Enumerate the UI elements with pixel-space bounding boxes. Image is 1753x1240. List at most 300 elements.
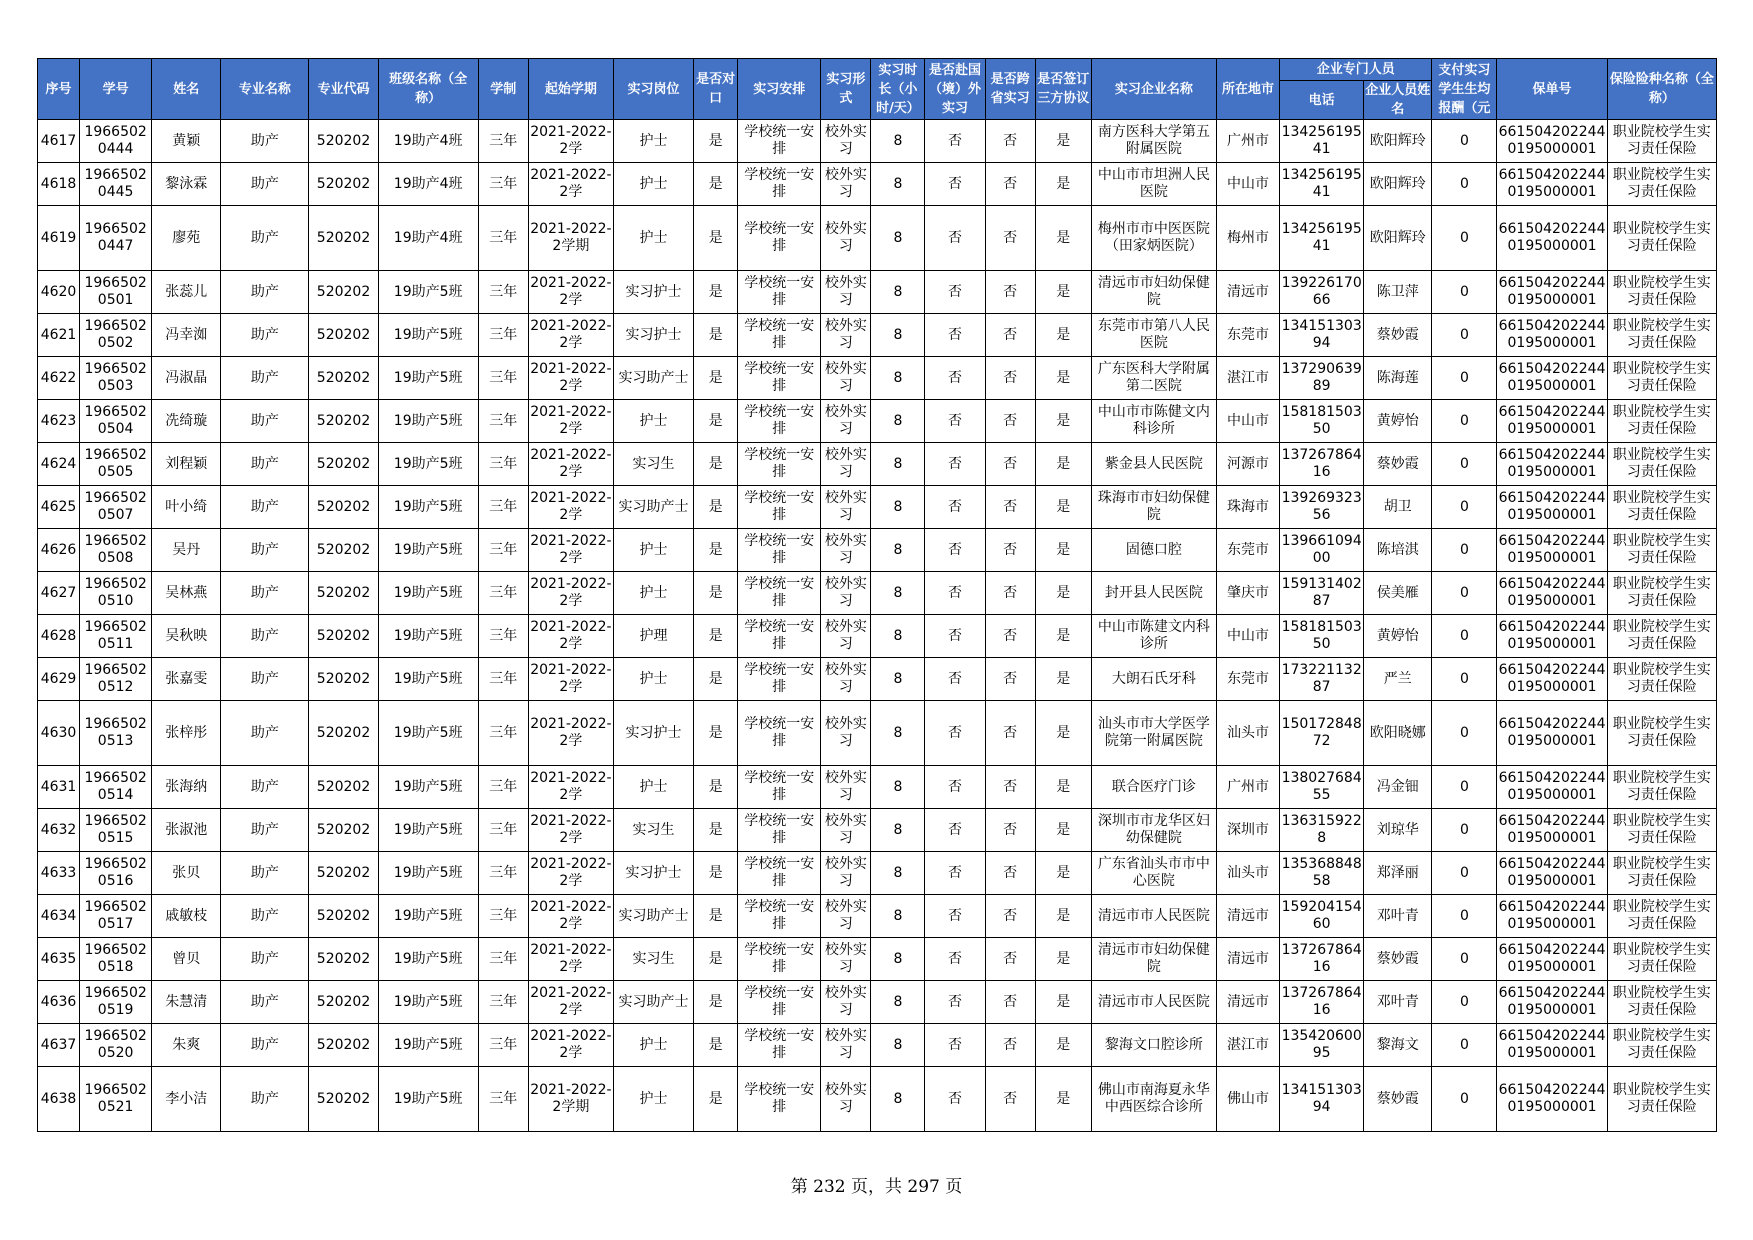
cell-arrangement: 学校统一安排	[738, 615, 821, 658]
cell-name: 吴丹	[152, 529, 221, 572]
cell-form: 校外实习	[821, 314, 871, 357]
cell-class-name: 19助产5班	[378, 895, 478, 938]
cell-duration: 三年	[478, 314, 528, 357]
cell-matched: 是	[694, 271, 738, 314]
cell-pay: 0	[1432, 400, 1497, 443]
cell-major-code: 520202	[309, 357, 378, 400]
cell-insurance: 职业院校学生实习责任保险	[1607, 1067, 1716, 1132]
header-major: 专业名称	[221, 59, 309, 120]
cell-insurance: 职业院校学生实习责任保险	[1607, 981, 1716, 1024]
cell-arrangement: 学校统一安排	[738, 852, 821, 895]
cell-form: 校外实习	[821, 981, 871, 1024]
cell-start-term: 2021-2022-2学	[528, 443, 613, 486]
cell-duration: 三年	[478, 852, 528, 895]
cell-position: 实习护士	[613, 271, 693, 314]
cell-start-term: 2021-2022-2学	[528, 271, 613, 314]
cell-city: 肇庆市	[1216, 572, 1279, 615]
cell-start-term: 2021-2022-2学	[528, 615, 613, 658]
cell-tripartite: 是	[1035, 206, 1091, 271]
cell-hours: 8	[871, 766, 925, 809]
header-phone: 电话	[1280, 81, 1364, 120]
cell-student-id: 19665020445	[80, 163, 152, 206]
cell-arrangement: 学校统一安排	[738, 701, 821, 766]
cell-hours: 8	[871, 206, 925, 271]
cell-cross-province: 否	[985, 615, 1035, 658]
cell-student-id: 19665020515	[80, 809, 152, 852]
cell-pay: 0	[1432, 938, 1497, 981]
cell-major-code: 520202	[309, 981, 378, 1024]
cell-student-id: 19665020501	[80, 271, 152, 314]
cell-position: 实习助产士	[613, 981, 693, 1024]
cell-duration: 三年	[478, 400, 528, 443]
cell-insurance: 职业院校学生实习责任保险	[1607, 895, 1716, 938]
cell-tripartite: 是	[1035, 852, 1091, 895]
cell-arrangement: 学校统一安排	[738, 529, 821, 572]
cell-hours: 8	[871, 357, 925, 400]
cell-class-name: 19助产4班	[378, 206, 478, 271]
cell-start-term: 2021-2022-2学	[528, 400, 613, 443]
cell-arrangement: 学校统一安排	[738, 658, 821, 701]
cell-major: 助产	[221, 1067, 309, 1132]
cell-insurance: 职业院校学生实习责任保险	[1607, 766, 1716, 809]
cell-insurance: 职业院校学生实习责任保险	[1607, 206, 1716, 271]
cell-city: 清远市	[1216, 981, 1279, 1024]
cell-position: 护士	[613, 163, 693, 206]
cell-matched: 是	[694, 443, 738, 486]
cell-company: 清远市市人民医院	[1091, 895, 1216, 938]
cell-class-name: 19助产4班	[378, 163, 478, 206]
header-seq: 序号	[38, 59, 80, 120]
cell-cross-province: 否	[985, 1067, 1035, 1132]
cell-duration: 三年	[478, 357, 528, 400]
cell-city: 深圳市	[1216, 809, 1279, 852]
cell-cross-province: 否	[985, 163, 1035, 206]
cell-policy-no: 6615042022440195000001	[1497, 357, 1607, 400]
cell-tripartite: 是	[1035, 1067, 1091, 1132]
cell-company: 中山市市坦洲人民医院	[1091, 163, 1216, 206]
cell-contact-name: 蔡妙霞	[1364, 1067, 1432, 1132]
cell-student-id: 19665020519	[80, 981, 152, 1024]
cell-name: 曾贝	[152, 938, 221, 981]
cell-phone: 13726786416	[1280, 981, 1364, 1024]
cell-insurance: 职业院校学生实习责任保险	[1607, 658, 1716, 701]
cell-arrangement: 学校统一安排	[738, 206, 821, 271]
cell-insurance: 职业院校学生实习责任保险	[1607, 809, 1716, 852]
cell-arrangement: 学校统一安排	[738, 163, 821, 206]
cell-name: 冯幸洳	[152, 314, 221, 357]
cell-matched: 是	[694, 400, 738, 443]
cell-name: 刘程颖	[152, 443, 221, 486]
cell-position: 实习助产士	[613, 357, 693, 400]
cell-abroad: 否	[925, 809, 985, 852]
cell-class-name: 19助产5班	[378, 271, 478, 314]
cell-seq: 4620	[38, 271, 80, 314]
cell-position: 实习助产士	[613, 895, 693, 938]
cell-abroad: 否	[925, 206, 985, 271]
cell-policy-no: 6615042022440195000001	[1497, 572, 1607, 615]
cell-city: 汕头市	[1216, 852, 1279, 895]
cell-start-term: 2021-2022-2学	[528, 981, 613, 1024]
cell-policy-no: 6615042022440195000001	[1497, 400, 1607, 443]
cell-pay: 0	[1432, 314, 1497, 357]
table-row	[38, 615, 1717, 658]
cell-insurance: 职业院校学生实习责任保险	[1607, 314, 1716, 357]
cell-form: 校外实习	[821, 895, 871, 938]
cell-cross-province: 否	[985, 852, 1035, 895]
cell-student-id: 19665020444	[80, 120, 152, 163]
cell-contact-name: 欧阳晓娜	[1364, 701, 1432, 766]
header-contact-name: 企业人员姓名	[1364, 81, 1432, 120]
cell-city: 东莞市	[1216, 314, 1279, 357]
cell-insurance: 职业院校学生实习责任保险	[1607, 572, 1716, 615]
cell-abroad: 否	[925, 938, 985, 981]
header-duration: 学制	[478, 59, 528, 120]
table-row	[38, 163, 1717, 206]
cell-seq: 4619	[38, 206, 80, 271]
cell-pay: 0	[1432, 271, 1497, 314]
cell-class-name: 19助产5班	[378, 809, 478, 852]
cell-position: 实习护士	[613, 314, 693, 357]
cell-arrangement: 学校统一安排	[738, 1067, 821, 1132]
cell-hours: 8	[871, 271, 925, 314]
cell-pay: 0	[1432, 572, 1497, 615]
cell-position: 护士	[613, 400, 693, 443]
cell-policy-no: 6615042022440195000001	[1497, 895, 1607, 938]
header-arrangement: 实习安排	[738, 59, 821, 120]
cell-arrangement: 学校统一安排	[738, 314, 821, 357]
cell-seq: 4630	[38, 701, 80, 766]
cell-seq: 4632	[38, 809, 80, 852]
cell-arrangement: 学校统一安排	[738, 120, 821, 163]
cell-insurance: 职业院校学生实习责任保险	[1607, 615, 1716, 658]
cell-position: 实习护士	[613, 701, 693, 766]
cell-hours: 8	[871, 529, 925, 572]
cell-form: 校外实习	[821, 206, 871, 271]
cell-name: 朱爽	[152, 1024, 221, 1067]
cell-phone: 15818150350	[1280, 615, 1364, 658]
cell-policy-no: 6615042022440195000001	[1497, 1067, 1607, 1132]
cell-form: 校外实习	[821, 271, 871, 314]
cell-class-name: 19助产5班	[378, 443, 478, 486]
cell-policy-no: 6615042022440195000001	[1497, 1024, 1607, 1067]
cell-insurance: 职业院校学生实习责任保险	[1607, 400, 1716, 443]
cell-position: 实习生	[613, 938, 693, 981]
cell-policy-no: 6615042022440195000001	[1497, 443, 1607, 486]
cell-matched: 是	[694, 938, 738, 981]
cell-hours: 8	[871, 809, 925, 852]
cell-duration: 三年	[478, 443, 528, 486]
cell-arrangement: 学校统一安排	[738, 938, 821, 981]
cell-start-term: 2021-2022-2学	[528, 658, 613, 701]
cell-matched: 是	[694, 572, 738, 615]
cell-cross-province: 否	[985, 206, 1035, 271]
cell-major: 助产	[221, 981, 309, 1024]
table-row	[38, 529, 1717, 572]
cell-arrangement: 学校统一安排	[738, 486, 821, 529]
cell-major: 助产	[221, 529, 309, 572]
cell-city: 佛山市	[1216, 1067, 1279, 1132]
cell-name: 吴秋映	[152, 615, 221, 658]
cell-major: 助产	[221, 895, 309, 938]
cell-hours: 8	[871, 615, 925, 658]
cell-contact-name: 郑泽丽	[1364, 852, 1432, 895]
cell-major: 助产	[221, 486, 309, 529]
cell-class-name: 19助产5班	[378, 852, 478, 895]
cell-name: 叶小绮	[152, 486, 221, 529]
cell-name: 冼绮璇	[152, 400, 221, 443]
cell-form: 校外实习	[821, 357, 871, 400]
cell-class-name: 19助产5班	[378, 766, 478, 809]
cell-seq: 4625	[38, 486, 80, 529]
cell-city: 东莞市	[1216, 658, 1279, 701]
cell-insurance: 职业院校学生实习责任保险	[1607, 271, 1716, 314]
cell-name: 黄颖	[152, 120, 221, 163]
cell-hours: 8	[871, 895, 925, 938]
cell-insurance: 职业院校学生实习责任保险	[1607, 1024, 1716, 1067]
cell-class-name: 19助产5班	[378, 486, 478, 529]
cell-phone: 17322113287	[1280, 658, 1364, 701]
header-hours: 实习时长（小时/天）	[871, 59, 925, 120]
cell-abroad: 否	[925, 1024, 985, 1067]
cell-insurance: 职业院校学生实习责任保险	[1607, 486, 1716, 529]
cell-phone: 13415130394	[1280, 314, 1364, 357]
cell-duration: 三年	[478, 1024, 528, 1067]
cell-major-code: 520202	[309, 120, 378, 163]
cell-tripartite: 是	[1035, 615, 1091, 658]
cell-major: 助产	[221, 120, 309, 163]
cell-student-id: 19665020447	[80, 206, 152, 271]
cell-student-id: 19665020513	[80, 701, 152, 766]
cell-pay: 0	[1432, 658, 1497, 701]
cell-class-name: 19助产5班	[378, 357, 478, 400]
cell-tripartite: 是	[1035, 766, 1091, 809]
cell-class-name: 19助产5班	[378, 400, 478, 443]
cell-start-term: 2021-2022-2学	[528, 766, 613, 809]
cell-seq: 4631	[38, 766, 80, 809]
page-footer: 第 232 页，共 297 页	[790, 1177, 963, 1197]
cell-contact-name: 陈海莲	[1364, 357, 1432, 400]
cell-abroad: 否	[925, 766, 985, 809]
cell-insurance: 职业院校学生实习责任保险	[1607, 938, 1716, 981]
cell-position: 护理	[613, 615, 693, 658]
cell-cross-province: 否	[985, 981, 1035, 1024]
cell-student-id: 19665020507	[80, 486, 152, 529]
cell-abroad: 否	[925, 120, 985, 163]
cell-arrangement: 学校统一安排	[738, 271, 821, 314]
cell-policy-no: 6615042022440195000001	[1497, 529, 1607, 572]
cell-tripartite: 是	[1035, 443, 1091, 486]
cell-contact-name: 胡卫	[1364, 486, 1432, 529]
cell-matched: 是	[694, 120, 738, 163]
cell-contact-name: 蔡妙霞	[1364, 443, 1432, 486]
cell-phone: 15913140287	[1280, 572, 1364, 615]
header-company: 实习企业名称	[1091, 59, 1216, 120]
cell-name: 张淑池	[152, 809, 221, 852]
cell-matched: 是	[694, 658, 738, 701]
cell-cross-province: 否	[985, 443, 1035, 486]
cell-name: 廖苑	[152, 206, 221, 271]
cell-matched: 是	[694, 895, 738, 938]
table-row	[38, 981, 1717, 1024]
internship-table	[37, 58, 1717, 1132]
cell-hours: 8	[871, 163, 925, 206]
cell-company: 紫金县人民医院	[1091, 443, 1216, 486]
table-row	[38, 701, 1717, 766]
cell-matched: 是	[694, 615, 738, 658]
cell-position: 护士	[613, 120, 693, 163]
cell-insurance: 职业院校学生实习责任保险	[1607, 120, 1716, 163]
cell-cross-province: 否	[985, 271, 1035, 314]
cell-start-term: 2021-2022-2学期	[528, 1067, 613, 1132]
cell-pay: 0	[1432, 357, 1497, 400]
cell-major: 助产	[221, 163, 309, 206]
cell-start-term: 2021-2022-2学	[528, 163, 613, 206]
cell-major-code: 520202	[309, 486, 378, 529]
cell-arrangement: 学校统一安排	[738, 1024, 821, 1067]
header-policy-no: 保单号	[1497, 59, 1607, 120]
cell-company: 深圳市市龙华区妇幼保健院	[1091, 809, 1216, 852]
cell-pay: 0	[1432, 895, 1497, 938]
cell-major-code: 520202	[309, 443, 378, 486]
cell-form: 校外实习	[821, 443, 871, 486]
cell-position: 实习生	[613, 809, 693, 852]
cell-city: 清远市	[1216, 938, 1279, 981]
cell-phone: 1363159228	[1280, 809, 1364, 852]
cell-form: 校外实习	[821, 658, 871, 701]
cell-contact-name: 黎海文	[1364, 1024, 1432, 1067]
cell-student-id: 19665020508	[80, 529, 152, 572]
cell-policy-no: 6615042022440195000001	[1497, 766, 1607, 809]
cell-position: 护士	[613, 1024, 693, 1067]
cell-name: 吴林燕	[152, 572, 221, 615]
cell-arrangement: 学校统一安排	[738, 357, 821, 400]
cell-policy-no: 6615042022440195000001	[1497, 314, 1607, 357]
cell-city: 中山市	[1216, 163, 1279, 206]
cell-pay: 0	[1432, 529, 1497, 572]
cell-abroad: 否	[925, 357, 985, 400]
cell-company: 封开县人民医院	[1091, 572, 1216, 615]
cell-arrangement: 学校统一安排	[738, 400, 821, 443]
cell-phone: 13922617066	[1280, 271, 1364, 314]
cell-phone: 13802768455	[1280, 766, 1364, 809]
cell-cross-province: 否	[985, 120, 1035, 163]
cell-abroad: 否	[925, 486, 985, 529]
cell-hours: 8	[871, 701, 925, 766]
cell-duration: 三年	[478, 938, 528, 981]
cell-seq: 4621	[38, 314, 80, 357]
cell-form: 校外实习	[821, 120, 871, 163]
cell-contact-name: 欧阳辉玲	[1364, 206, 1432, 271]
cell-contact-name: 黄婷怡	[1364, 615, 1432, 658]
header-start-term: 起始学期	[528, 59, 613, 120]
cell-abroad: 否	[925, 701, 985, 766]
cell-cross-province: 否	[985, 895, 1035, 938]
cell-duration: 三年	[478, 766, 528, 809]
cell-contact-name: 欧阳辉玲	[1364, 163, 1432, 206]
cell-company: 汕头市市大学医学院第一附属医院	[1091, 701, 1216, 766]
cell-abroad: 否	[925, 981, 985, 1024]
cell-major-code: 520202	[309, 1024, 378, 1067]
cell-matched: 是	[694, 1024, 738, 1067]
cell-seq: 4626	[38, 529, 80, 572]
cell-phone: 15017284872	[1280, 701, 1364, 766]
cell-company: 清远市市人民医院	[1091, 981, 1216, 1024]
cell-form: 校外实习	[821, 1067, 871, 1132]
cell-abroad: 否	[925, 615, 985, 658]
cell-start-term: 2021-2022-2学	[528, 1024, 613, 1067]
cell-tripartite: 是	[1035, 400, 1091, 443]
cell-student-id: 19665020521	[80, 1067, 152, 1132]
header-insurance: 保险险种名称（全称）	[1607, 59, 1716, 120]
cell-position: 护士	[613, 1067, 693, 1132]
cell-cross-province: 否	[985, 938, 1035, 981]
cell-matched: 是	[694, 766, 738, 809]
cell-form: 校外实习	[821, 400, 871, 443]
cell-contact-name: 冯金钿	[1364, 766, 1432, 809]
cell-hours: 8	[871, 981, 925, 1024]
cell-pay: 0	[1432, 701, 1497, 766]
cell-tripartite: 是	[1035, 572, 1091, 615]
cell-class-name: 19助产4班	[378, 120, 478, 163]
header-contact-group: 企业专门人员	[1280, 59, 1432, 81]
cell-name: 张嘉雯	[152, 658, 221, 701]
cell-major: 助产	[221, 809, 309, 852]
cell-start-term: 2021-2022-2学期	[528, 206, 613, 271]
cell-tripartite: 是	[1035, 1024, 1091, 1067]
cell-major: 助产	[221, 572, 309, 615]
cell-policy-no: 6615042022440195000001	[1497, 615, 1607, 658]
table-row	[38, 206, 1717, 271]
cell-abroad: 否	[925, 400, 985, 443]
cell-duration: 三年	[478, 271, 528, 314]
cell-major: 助产	[221, 314, 309, 357]
cell-contact-name: 蔡妙霞	[1364, 938, 1432, 981]
cell-hours: 8	[871, 486, 925, 529]
cell-tripartite: 是	[1035, 529, 1091, 572]
cell-phone: 13542060095	[1280, 1024, 1364, 1067]
cell-start-term: 2021-2022-2学	[528, 938, 613, 981]
table-row	[38, 572, 1717, 615]
cell-student-id: 19665020511	[80, 615, 152, 658]
cell-start-term: 2021-2022-2学	[528, 572, 613, 615]
cell-contact-name: 陈培淇	[1364, 529, 1432, 572]
cell-duration: 三年	[478, 809, 528, 852]
cell-duration: 三年	[478, 981, 528, 1024]
cell-pay: 0	[1432, 1067, 1497, 1132]
cell-city: 东莞市	[1216, 529, 1279, 572]
cell-city: 清远市	[1216, 271, 1279, 314]
cell-form: 校外实习	[821, 938, 871, 981]
cell-seq: 4622	[38, 357, 80, 400]
cell-arrangement: 学校统一安排	[738, 809, 821, 852]
cell-abroad: 否	[925, 314, 985, 357]
cell-position: 护士	[613, 206, 693, 271]
cell-student-id: 19665020512	[80, 658, 152, 701]
cell-insurance: 职业院校学生实习责任保险	[1607, 443, 1716, 486]
cell-company: 佛山市南海夏永华中西医综合诊所	[1091, 1067, 1216, 1132]
cell-duration: 三年	[478, 529, 528, 572]
cell-seq: 4617	[38, 120, 80, 163]
cell-form: 校外实习	[821, 163, 871, 206]
cell-abroad: 否	[925, 529, 985, 572]
cell-major-code: 520202	[309, 701, 378, 766]
cell-major-code: 520202	[309, 938, 378, 981]
cell-contact-name: 侯美雁	[1364, 572, 1432, 615]
cell-start-term: 2021-2022-2学	[528, 701, 613, 766]
cell-company: 中山市市陈健文内科诊所	[1091, 400, 1216, 443]
cell-company: 固德口腔	[1091, 529, 1216, 572]
cell-tripartite: 是	[1035, 938, 1091, 981]
